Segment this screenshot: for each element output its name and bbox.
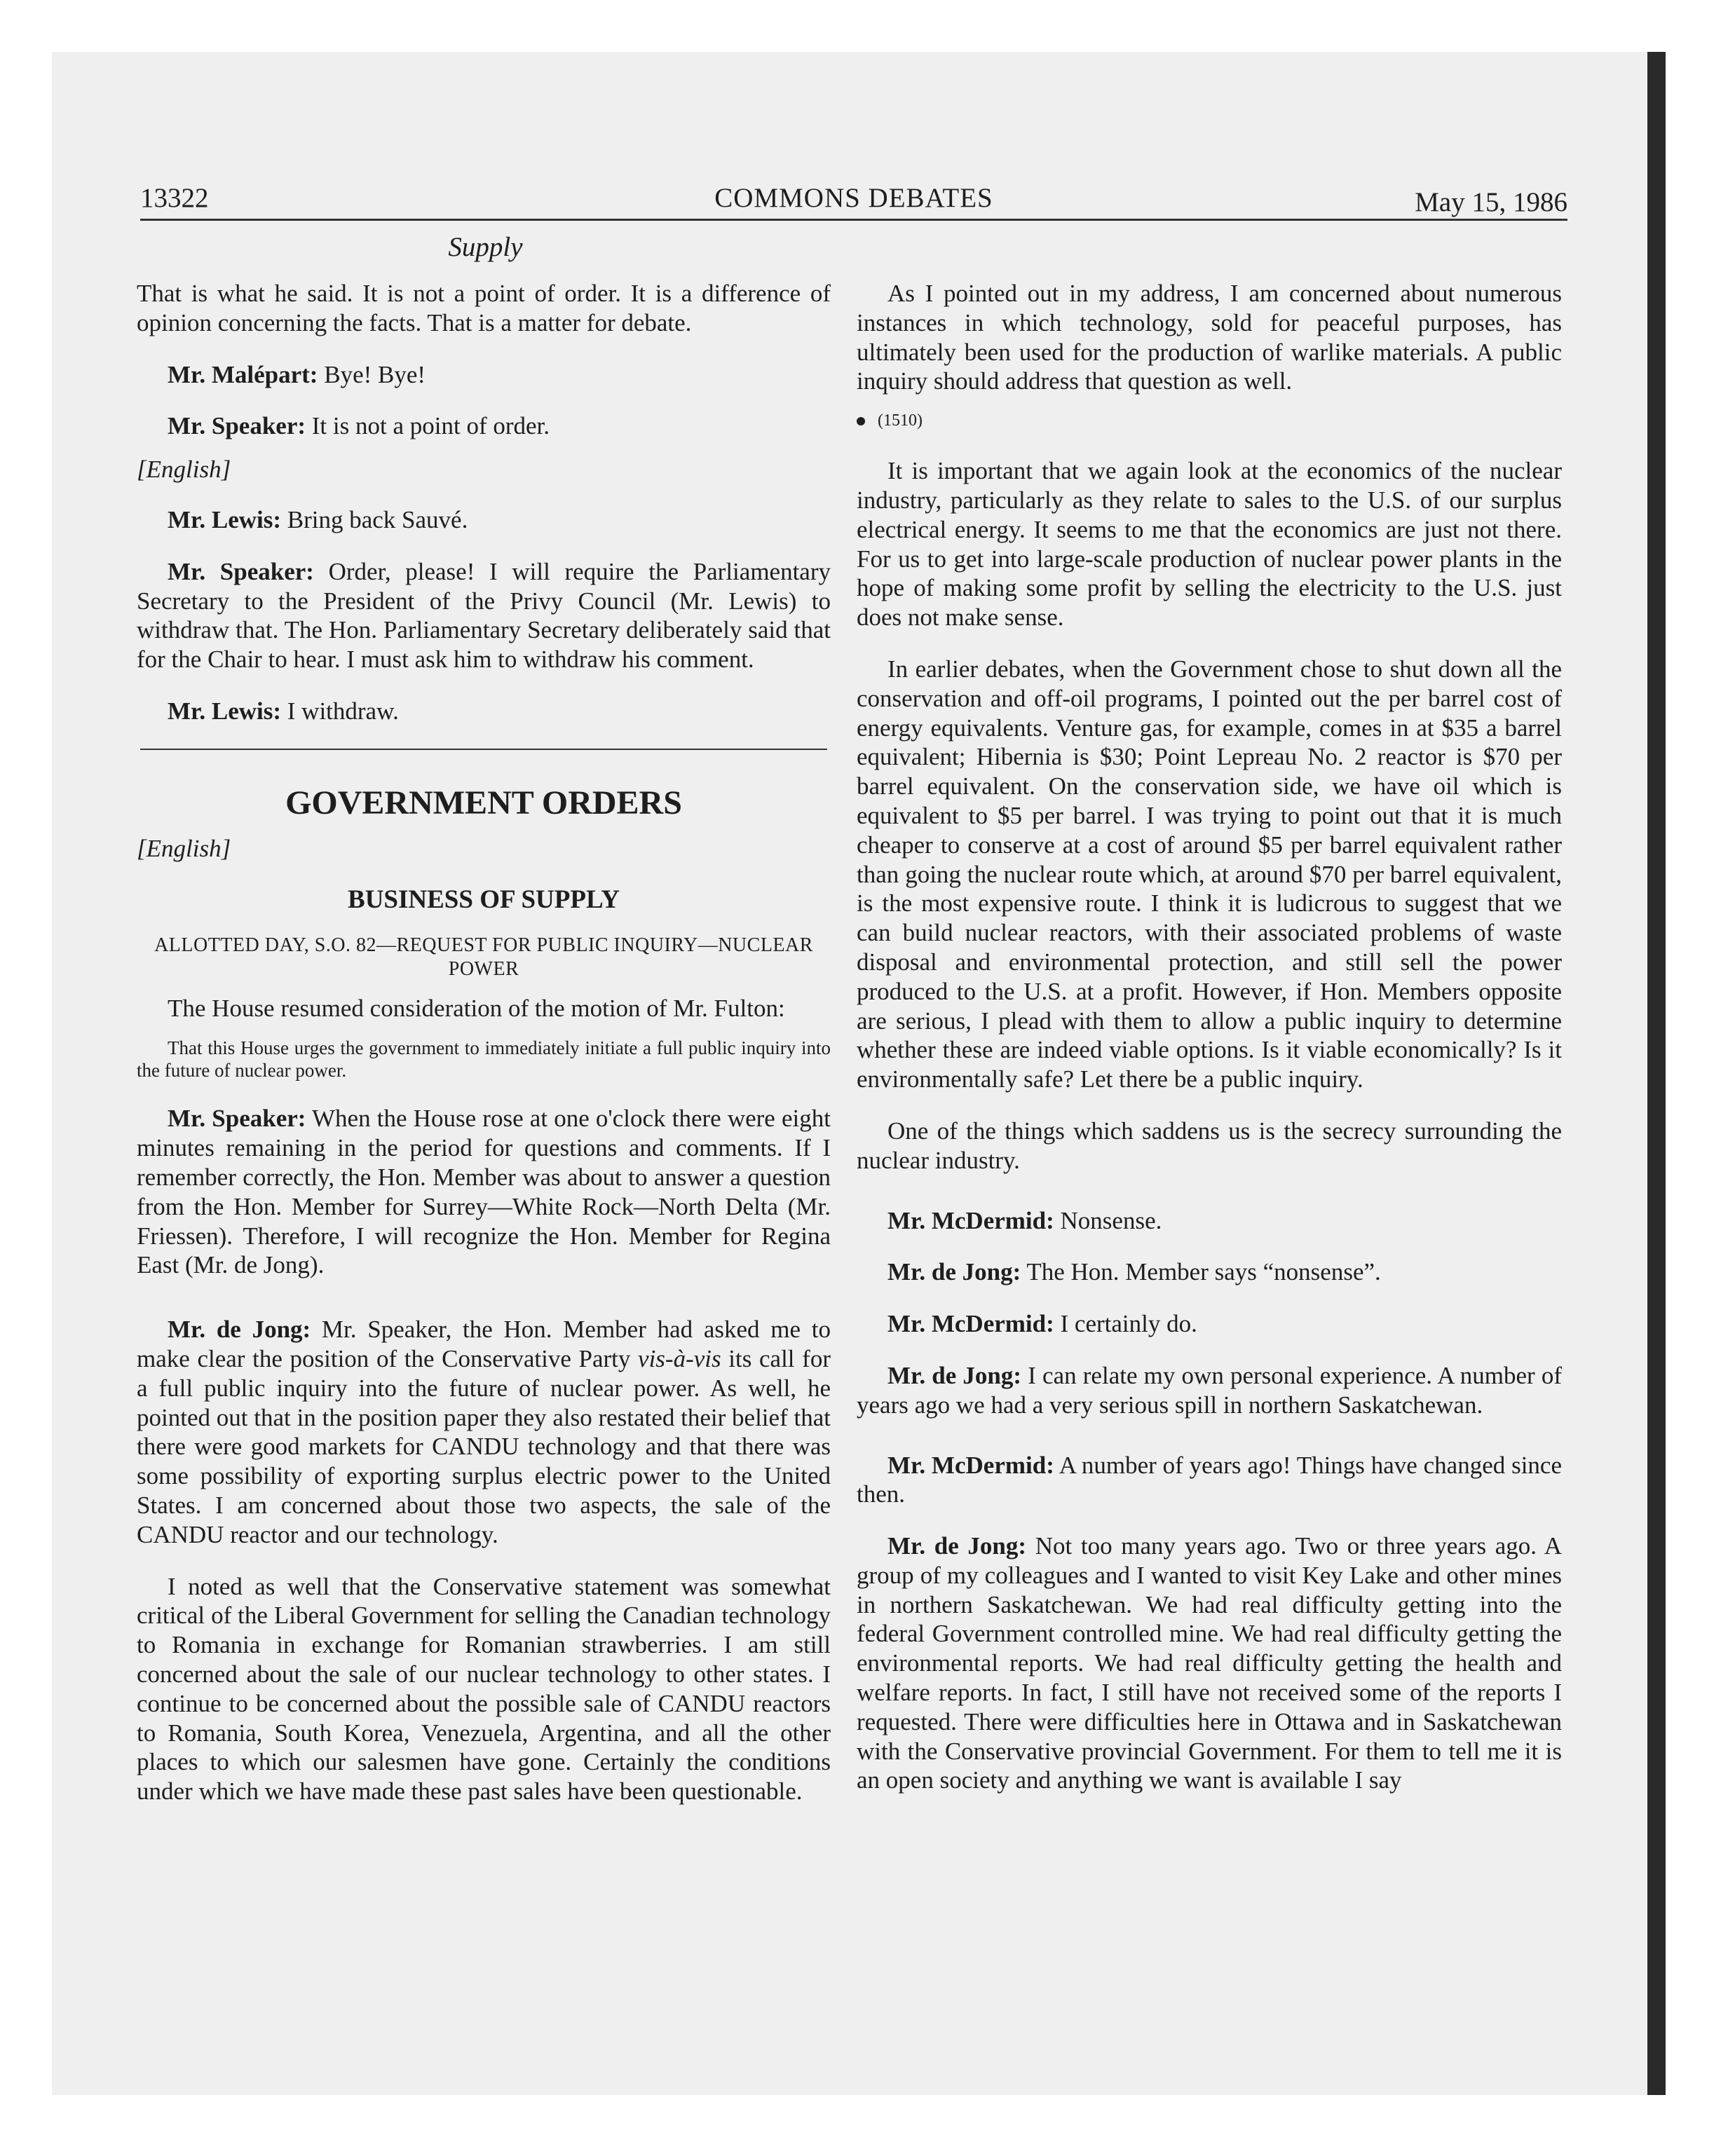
running-head: Supply bbox=[448, 232, 523, 262]
speech-text: The Hon. Member says “nonsense”. bbox=[1021, 1258, 1381, 1286]
speaker-name: Mr. McDermid: bbox=[887, 1451, 1054, 1479]
speech-text: Order, please! I will require the Parliamentary Secretary to the President of the Privy Council (Mr. Lewis) to withdraw that. The Hon. Parliamentary Secretary deliberately said that for the Chair to hear. I must ask him to withdraw his comment. bbox=[137, 557, 831, 674]
scan-edge-shadow bbox=[1647, 52, 1666, 2095]
speaker-name: Mr. Malépart: bbox=[168, 360, 318, 388]
subsection-heading: BUSINESS OF SUPPLY bbox=[348, 885, 620, 914]
speech-text: I can relate my own personal experience. A number of years ago we had a very serious spill in northern Saskatchewan. bbox=[857, 1361, 1562, 1419]
speech-text: A number of years ago! Things have changed since then. bbox=[857, 1451, 1562, 1508]
time-marker bbox=[857, 410, 1562, 431]
language-marker: [English] bbox=[137, 834, 231, 862]
time-stamp: (1510) bbox=[878, 411, 923, 430]
paragraph: I noted as well that the Conservative statement was somewhat critical of the Liberal Government for selling the Canadian technology to Romania in exchange for Romanian strawberries. I am still concerned about the sale of our nuclear technology to other states. I continue to be concerned about the possible sale of CANDU reactors to Romania, South Korea, Venezuela, Argentina, and all the other places to which our salesmen have gone. Certainly the conditions under which we have made these past sales have been questionable. bbox=[137, 1572, 831, 1806]
speaker-name: Mr. Speaker: bbox=[168, 1105, 306, 1133]
speech-text: Not too many years ago. Two or three years ago. A group of my colleagues and I wanted to visit Key Lake and other mines in northern Saskatchewan. We had real difficulty getting into the federal Government controlled mine. We had real difficulty getting the environmental reports. We had real difficulty getting the health and welfare reports. In fact, I still have not received some of the reports I requested. There were difficulties here in Ottawa and in Saskatchewan with the Conservative provincial Government. For them to tell me it is an open society and anything we want is available I say bbox=[857, 1532, 1562, 1794]
left-column bbox=[137, 279, 831, 1829]
speech bbox=[857, 1361, 1562, 1420]
speech-text: When the House rose at one o'clock there were eight minutes remaining in the period for questions and comments. If I remember correctly, the Hon. Member was about to answer a question from the Hon. Member for Surrey—White Rock—North Delta (Mr. Friessen). Therefore, I will recognize the Hon. Member for Regina East (Mr. de Jong). bbox=[137, 1105, 831, 1279]
speech-text: Mr. Speaker, the Hon. Member had asked me to make clear the position of the Conservative Party bbox=[137, 1316, 831, 1372]
item-heading: ALLOTTED DAY, S.O. 82—REQUEST FOR PUBLIC INQUIRY—NUCLEAR POWER bbox=[154, 934, 813, 980]
page-number: 13322 bbox=[140, 183, 209, 213]
paragraph: That is what he said. It is not a point of order. It is a difference of opinion concerning the facts. That is a matter for debate. bbox=[137, 280, 831, 336]
speaker-name: Mr. Lewis: bbox=[168, 505, 282, 533]
speech bbox=[137, 1104, 831, 1280]
speaker-name: Mr. Speaker: bbox=[168, 412, 306, 440]
paragraph: It is important that we again look at the economics of the nuclear industry, particularly as they relate to sales to the U.S. of our surplus electrical energy. It seems to me that the economics are just not there. For us to get into large-scale production of nuclear power plants in the hope of making some profit by selling the electricity to the U.S. just does not make sense. bbox=[857, 457, 1562, 632]
speech-text: its call for a full public inquiry into the future of nuclear power. As well, he pointed out that in the position paper they also restated their belief that there were good markets for CANDU technology and that there was some possibility of exporting surplus electric power to the United States. I am concerned about those two aspects, the sale of the CANDU reactor and our technology. bbox=[137, 1344, 831, 1548]
paragraph: As I pointed out in my address, I am concerned about numerous instances in which technology, sold for peaceful purposes, has ultimately been used for the production of warlike materials. A public inquiry should address that question as well. bbox=[857, 280, 1562, 395]
speaker-name: Mr. Speaker: bbox=[168, 557, 314, 585]
speech bbox=[857, 1257, 1562, 1287]
speech bbox=[137, 1315, 831, 1549]
speech bbox=[137, 411, 831, 441]
speech bbox=[857, 1309, 1562, 1339]
paragraph: The House resumed consideration of the motion of Mr. Fulton: bbox=[168, 994, 785, 1022]
speech-italic: vis-à-vis bbox=[638, 1344, 721, 1372]
speech-text: Bring back Sauvé. bbox=[281, 505, 468, 533]
speech bbox=[137, 505, 831, 535]
speech-text: I certainly do. bbox=[1054, 1310, 1197, 1338]
speech-text: It is not a point of order. bbox=[306, 412, 550, 440]
speech bbox=[137, 360, 831, 390]
speech bbox=[137, 557, 831, 674]
right-column bbox=[857, 279, 1562, 1817]
speaker-name: Mr. de Jong: bbox=[887, 1258, 1021, 1286]
speech bbox=[857, 1451, 1562, 1510]
speech-text: Bye! Bye! bbox=[318, 360, 426, 388]
publication-title: COMMONS DEBATES bbox=[714, 183, 993, 213]
speaker-name: Mr. de Jong: bbox=[887, 1532, 1027, 1560]
speaker-name: Mr. de Jong: bbox=[168, 1316, 311, 1344]
language-marker: [English] bbox=[137, 456, 231, 484]
speech-text: Nonsense. bbox=[1054, 1206, 1162, 1234]
speaker-name: Mr. McDermid: bbox=[887, 1206, 1054, 1234]
section-divider bbox=[140, 749, 827, 750]
publication-date: May 15, 1986 bbox=[1415, 187, 1567, 217]
speech-text: I withdraw. bbox=[281, 697, 399, 725]
paragraph: One of the things which saddens us is the secrecy surrounding the nuclear industry. bbox=[857, 1117, 1562, 1174]
section-heading: GOVERNMENT ORDERS bbox=[285, 784, 682, 821]
speaker-name: Mr. Lewis: bbox=[168, 697, 282, 725]
speech bbox=[137, 697, 831, 726]
bullet-icon bbox=[857, 417, 865, 425]
page-header bbox=[140, 182, 1567, 221]
speech bbox=[857, 1531, 1562, 1795]
paragraph: In earlier debates, when the Government chose to shut down all the conservation and off-oil programs, I pointed out the per barrel cost of energy equivalents. Venture gas, for example, comes in at $35 a barrel equivalent; Hibernia is $30; Point Lepreau No. 2 reactor is $70 per barrel equivalent. On the conservation side, we have oil which is equivalent to $5 per barrel. I was trying to point out that it is much cheaper to conserve at a cost of around $5 per barrel equivalent rather than going the nuclear route which, at around $70 per barrel equivalent, is the most expensive route. I think it is ludicrous to suggest that we can build nuclear reactors, with their associated problems of waste disposal and environmental protection, and still sell the power produced to the U.S. at a profit. However, if Hon. Members opposite are serious, I plead with them to allow a public inquiry to determine whether these are indeed viable options. Is it viable economically? Is it environmentally safe? Let there be a public inquiry. bbox=[857, 655, 1562, 1093]
speaker-name: Mr. de Jong: bbox=[887, 1361, 1022, 1389]
speech bbox=[857, 1206, 1562, 1236]
motion-text: That this House urges the government to immediately initiate a full public inquiry into the future of nuclear power. bbox=[137, 1037, 831, 1082]
speaker-name: Mr. McDermid: bbox=[887, 1310, 1054, 1338]
